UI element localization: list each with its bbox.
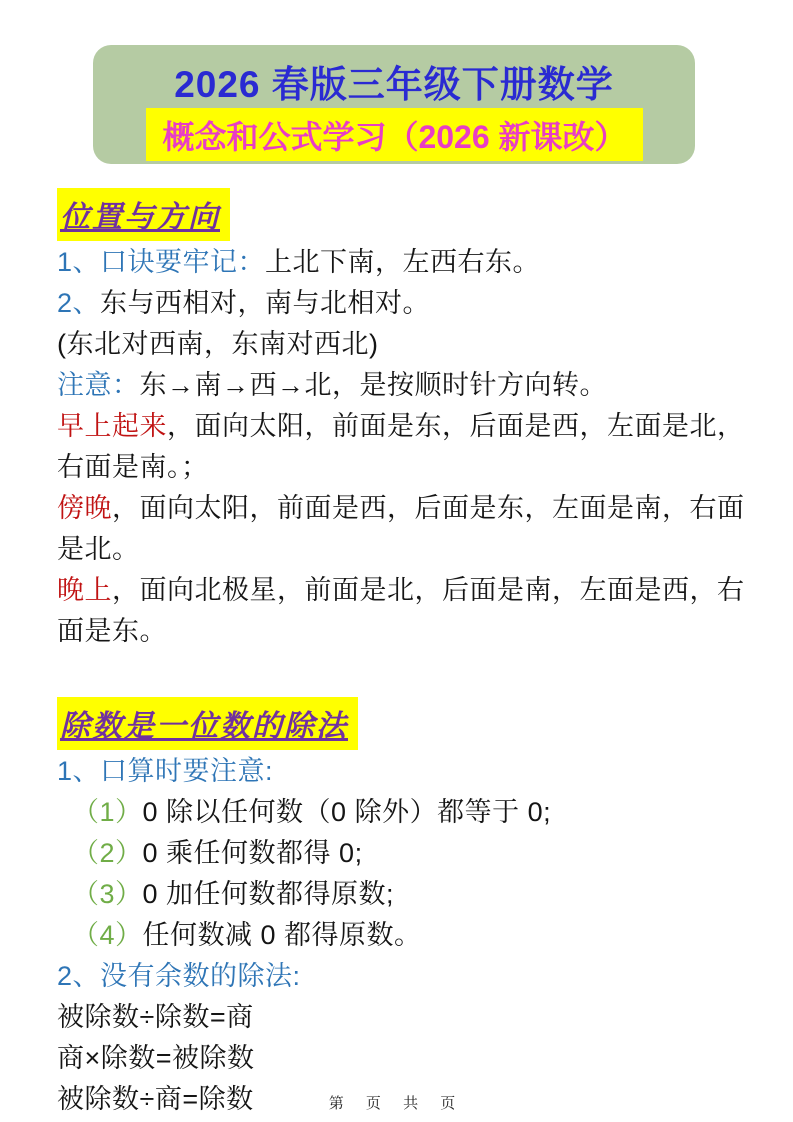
text-segment: 0 加任何数都得原数;	[142, 879, 395, 909]
text-line	[57, 751, 757, 792]
page-subtitle: 概念和公式学习（2026 新课改）	[162, 118, 627, 155]
page-title: 2026 春版三年级下册数学	[174, 64, 614, 105]
section-heading	[57, 188, 757, 234]
text-line	[57, 324, 757, 365]
text-line	[57, 283, 757, 324]
text-line	[57, 365, 757, 406]
text-segment: ，面向太阳，前面是东，后面是西，左面是北，右面是南。；	[57, 411, 745, 482]
text-segment: 0 除以任何数（0 除外）都等于 0;	[142, 797, 552, 827]
text-segment: （2）	[72, 838, 143, 868]
text-segment: （4）	[72, 920, 143, 950]
text-segment: 2、没有余数的除法:	[57, 961, 301, 991]
text-line	[57, 792, 757, 833]
page-footer: 第 页 共 页	[328, 1095, 465, 1112]
text-segment: 被除数÷除数=商	[57, 1002, 254, 1032]
text-segment: （1）	[72, 797, 143, 827]
text-segment: 1、口算时要注意:	[57, 756, 274, 786]
text-segment: 上北下南，左西右东。	[265, 247, 541, 277]
text-segment: 晚上	[57, 575, 112, 605]
text-line	[57, 874, 757, 915]
subtitle-highlight-bar	[146, 108, 643, 161]
text-segment: 被除数÷商=除数	[57, 1084, 254, 1114]
text-segment: 0 乘任何数都得 0;	[142, 838, 363, 868]
text-segment: 任何数减 0 都得原数。	[142, 920, 422, 950]
section-heading	[57, 697, 757, 743]
text-line	[57, 956, 757, 997]
section-position-direction	[57, 188, 757, 652]
text-segment: 注意：	[57, 370, 140, 400]
text-line	[57, 915, 757, 956]
formula-line	[57, 997, 757, 1038]
formula-line	[57, 1038, 757, 1079]
text-segment: 1、口诀要牢记：	[57, 247, 266, 277]
text-segment: (东北对西南，东南对西北)	[57, 329, 379, 359]
document-content	[57, 188, 757, 1120]
text-segment: 傍晚	[57, 493, 112, 523]
text-segment: 早上起来	[57, 411, 167, 441]
text-line	[57, 488, 757, 570]
text-segment: （3）	[72, 879, 143, 909]
section-heading-text: 位置与方向	[57, 188, 230, 241]
text-segment: 2、	[57, 288, 101, 318]
text-line	[57, 242, 757, 283]
text-segment: 东与西相对，南与北相对。	[100, 288, 431, 318]
section-division-one-digit	[57, 697, 757, 1120]
text-line	[57, 406, 757, 488]
text-segment: ，面向北极星，前面是北，后面是南，左面是西，右面是东。	[57, 575, 745, 646]
header-box	[93, 45, 695, 164]
text-line	[57, 570, 757, 652]
text-segment: 东→南→西→北，是按顺时针方向转。	[139, 370, 607, 400]
text-segment: 商×除数=被除数	[57, 1043, 255, 1073]
text-segment: ，面向太阳，前面是西，后面是东，左面是南，右面是北。	[57, 493, 745, 564]
section-heading-text: 除数是一位数的除法	[57, 697, 358, 750]
text-line	[57, 833, 757, 874]
